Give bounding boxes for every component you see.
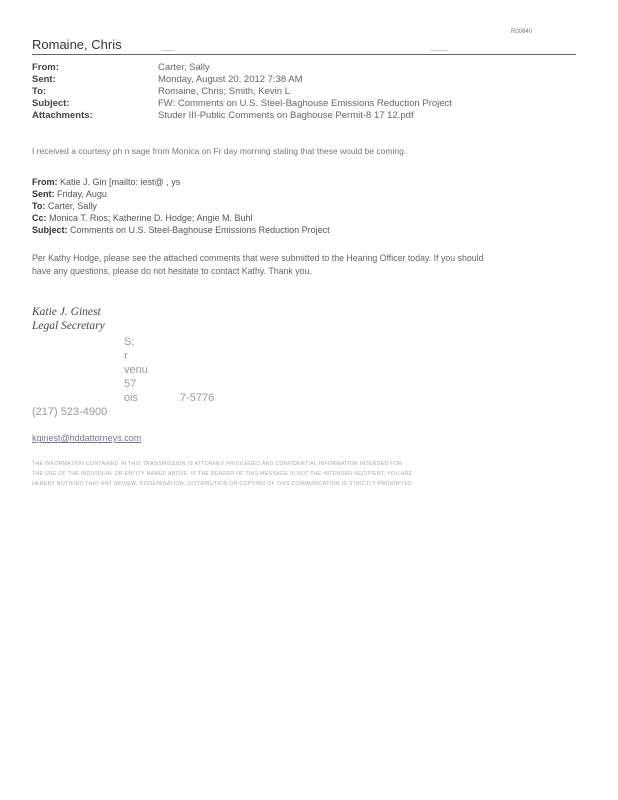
forwarded-sent-line (32, 189, 107, 199)
address-fragment: r (124, 350, 128, 362)
forwarded-subject-label: Subject: (32, 225, 68, 235)
disclaimer-line-2: THE USE OF THE INDIVIDUAL OR ENTITY NAMED ABOVE. IF THE READER OF THIS MESSAGE IS NOT THE INTENDED RECIPIENT, YOU ARE (32, 471, 413, 477)
from-value: Carter, Sally (158, 62, 210, 73)
scan-artifact (430, 50, 448, 51)
signature-title: Legal Secretary (32, 320, 105, 332)
signature-name: Katie J. Ginest (32, 306, 101, 318)
signature-email-link[interactable]: kginest@hddattorneys.com (32, 433, 142, 443)
forwarded-sent-label: Sent: (32, 189, 55, 199)
disclaimer-line-1: THE INFORMATION CONTAINED IN THIS TRANSMISSION IS ATTORNEY PRIVILEGED AND CONFIDENTIAL INFORMATION INTENDED FOR (32, 461, 403, 467)
phone-number: (217) 523-4900 (32, 406, 108, 418)
sent-label: Sent: (32, 74, 56, 85)
header-divider (32, 54, 576, 55)
attachments-label: Attachments: (32, 110, 93, 121)
from-label: From: (32, 62, 59, 73)
address-fragment: ois (124, 392, 139, 404)
sent-value: Monday, August 20, 2012 7:38 AM (158, 74, 303, 85)
message-line-1: Per Kathy Hodge, please see the attached comments that were submitted to the Hearing Officer today. If you should (32, 253, 484, 263)
address-fragment: venu (124, 364, 148, 376)
forwarded-cc-label: Cc: (32, 213, 47, 223)
fax-fragment: 7-5776 (180, 392, 215, 404)
forwarded-to-line (32, 201, 97, 211)
address-fragment: S; (124, 336, 135, 348)
forwarded-cc-line (32, 213, 252, 223)
message-line-2: have any questions, please do not hesitate to contact Kathy. Thank you. (32, 266, 312, 276)
scan-artifact (162, 50, 174, 51)
forwarded-sent-value: Friday, Augu (57, 189, 107, 199)
forwarded-cc-value: Monica T. Rios; Katherine D. Hodge; Angie M. Buhl (49, 213, 253, 223)
forwarded-from-line (32, 177, 180, 187)
forwarded-subject-value: Comments on U.S. Steel-Baghouse Emissions Reduction Project (70, 225, 330, 235)
subject-value: FW: Comments on U.S. Steel-Baghouse Emissions Reduction Project (158, 98, 452, 109)
forwarded-from-label: From: (32, 177, 58, 187)
document-id: R00840 (511, 29, 533, 35)
address-fragment: 57 (124, 378, 137, 390)
to-label: To: (32, 86, 47, 97)
forwarded-to-value: Carter, Sally (47, 201, 97, 211)
attachments-value: Studer III-Public Comments on Baghouse Permit-8 17 12.pdf (158, 110, 414, 121)
to-value: Romaine, Chris; Smith, Kevin L (158, 86, 290, 97)
disclaimer-line-3: HEREBY NOTIFIED THAT ANY REVIEW, DISSEMINATION, DISTRIBUTION OR COPYING OF THIS COMMUNICATION IS STRICTLY PROHIBITED. (32, 481, 415, 487)
forwarded-from-value: Katie J. Gin [mailto: iest@ , ys (60, 177, 181, 187)
mailbox-owner-name: Romaine, Chris (32, 37, 122, 52)
forwarded-subject-line (32, 225, 330, 235)
subject-label: Subject: (32, 98, 70, 109)
forwarded-to-label: To: (32, 201, 46, 211)
intro-text: I received a courtesy ph n sage from Monica on Fr day morning stating that these would be coming. (32, 146, 407, 156)
